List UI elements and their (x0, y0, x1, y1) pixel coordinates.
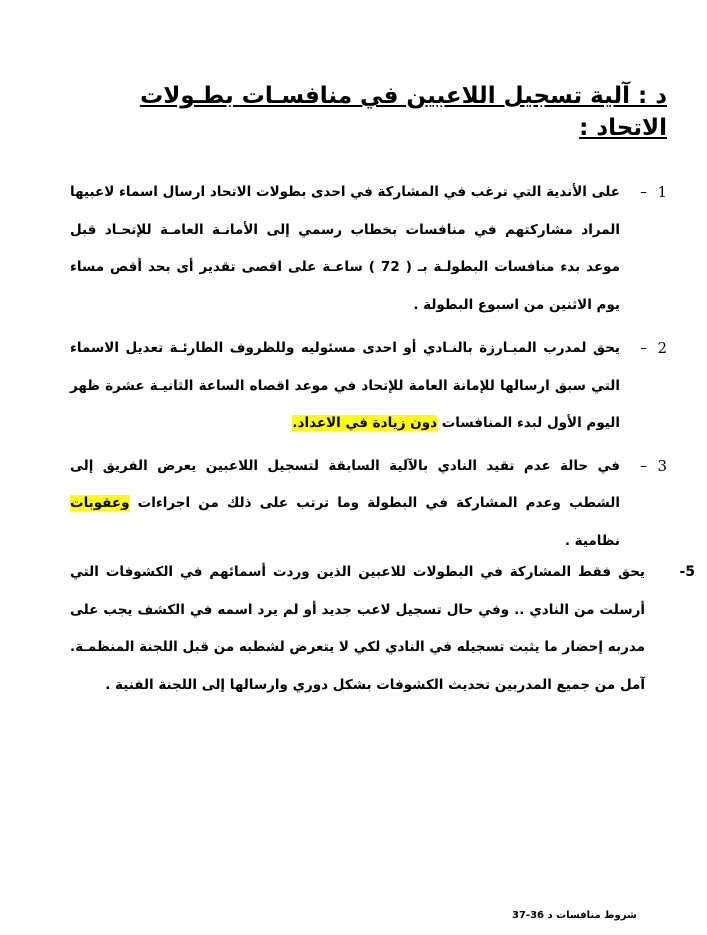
section-title: د : آلية تسجيل اللاعبين في منافسـات بطـولات الاتحاد : (140, 83, 667, 141)
highlighted-text: دون زيادة في الاعداد. (292, 415, 438, 431)
rule-text: في حالة عدم تقيد النادي بالآلية السابقة لتسجيل اللاعبين يعرض الفريق إلى الشطب وعدم المشاركة في البطولة وما ترتب على ذلك من اجراءات (70, 457, 620, 511)
page-footer: شروط منافسات د 36-37 (512, 910, 637, 921)
rule-dash: – (640, 184, 647, 200)
rule-number: 1 (657, 183, 667, 201)
rule-dash: – (640, 340, 647, 356)
rule-item-1 (70, 174, 667, 324)
rule-item-5 (70, 554, 695, 704)
rule-number: 5- (679, 564, 695, 580)
rule-number: 3 (657, 456, 667, 475)
rule-dash: – (640, 457, 647, 474)
rule-item-2 (70, 330, 667, 443)
rule-number: 2 (657, 339, 667, 357)
rule-text: يحق فقط المشاركة في البطولات للاعبين الذين وردت أسمائهم في الكشوفات التي أرسلت من النادي .. وفي حال تسجيل لاعب جديد أو لم يرد اسمه في الكشف يجب على مدربه إحضار ما يثبت تسجيله في النادي لكي لا يتعرض لشطبه من قبل اللجنة المنظمـة. آمل من جميع المدربين تحديث الكشوفات بشكل دوري وارسالها إلى اللجنة الفنية . (70, 564, 645, 693)
rule-text: على الأندية التي ترغب في المشاركة في احدى بطولات الاتحاد ارسال اسماء لاعبيها المراد مشاركتهم في منافسات بخطاب رسمي إلى الأمانـة العامـة للإتحـاد قبل موعد بدء منافسات البطولـة بـ ( 72 ) ساعـة على اقصى تقدير أى بحد أقص مساء يوم الاثنين من اسبوع البطولة . (70, 184, 620, 313)
rules-list (70, 174, 695, 704)
highlighted-text: وعقوبات (70, 495, 130, 511)
rule-item-3 (70, 448, 667, 561)
rule-text: يحق لمدرب المبـارزة بالنـادي أو احدى مسئوليه وللظروف الطارئـة تعديل الاسماء التي سبق ارسالها للإمانة العامة للإتحاد في موعد اقصاه الساعة الثانيـة عشرة ظهر اليوم الأول لبدء المنافسات (70, 340, 620, 431)
rule-text-end: نظامية . (564, 532, 620, 549)
